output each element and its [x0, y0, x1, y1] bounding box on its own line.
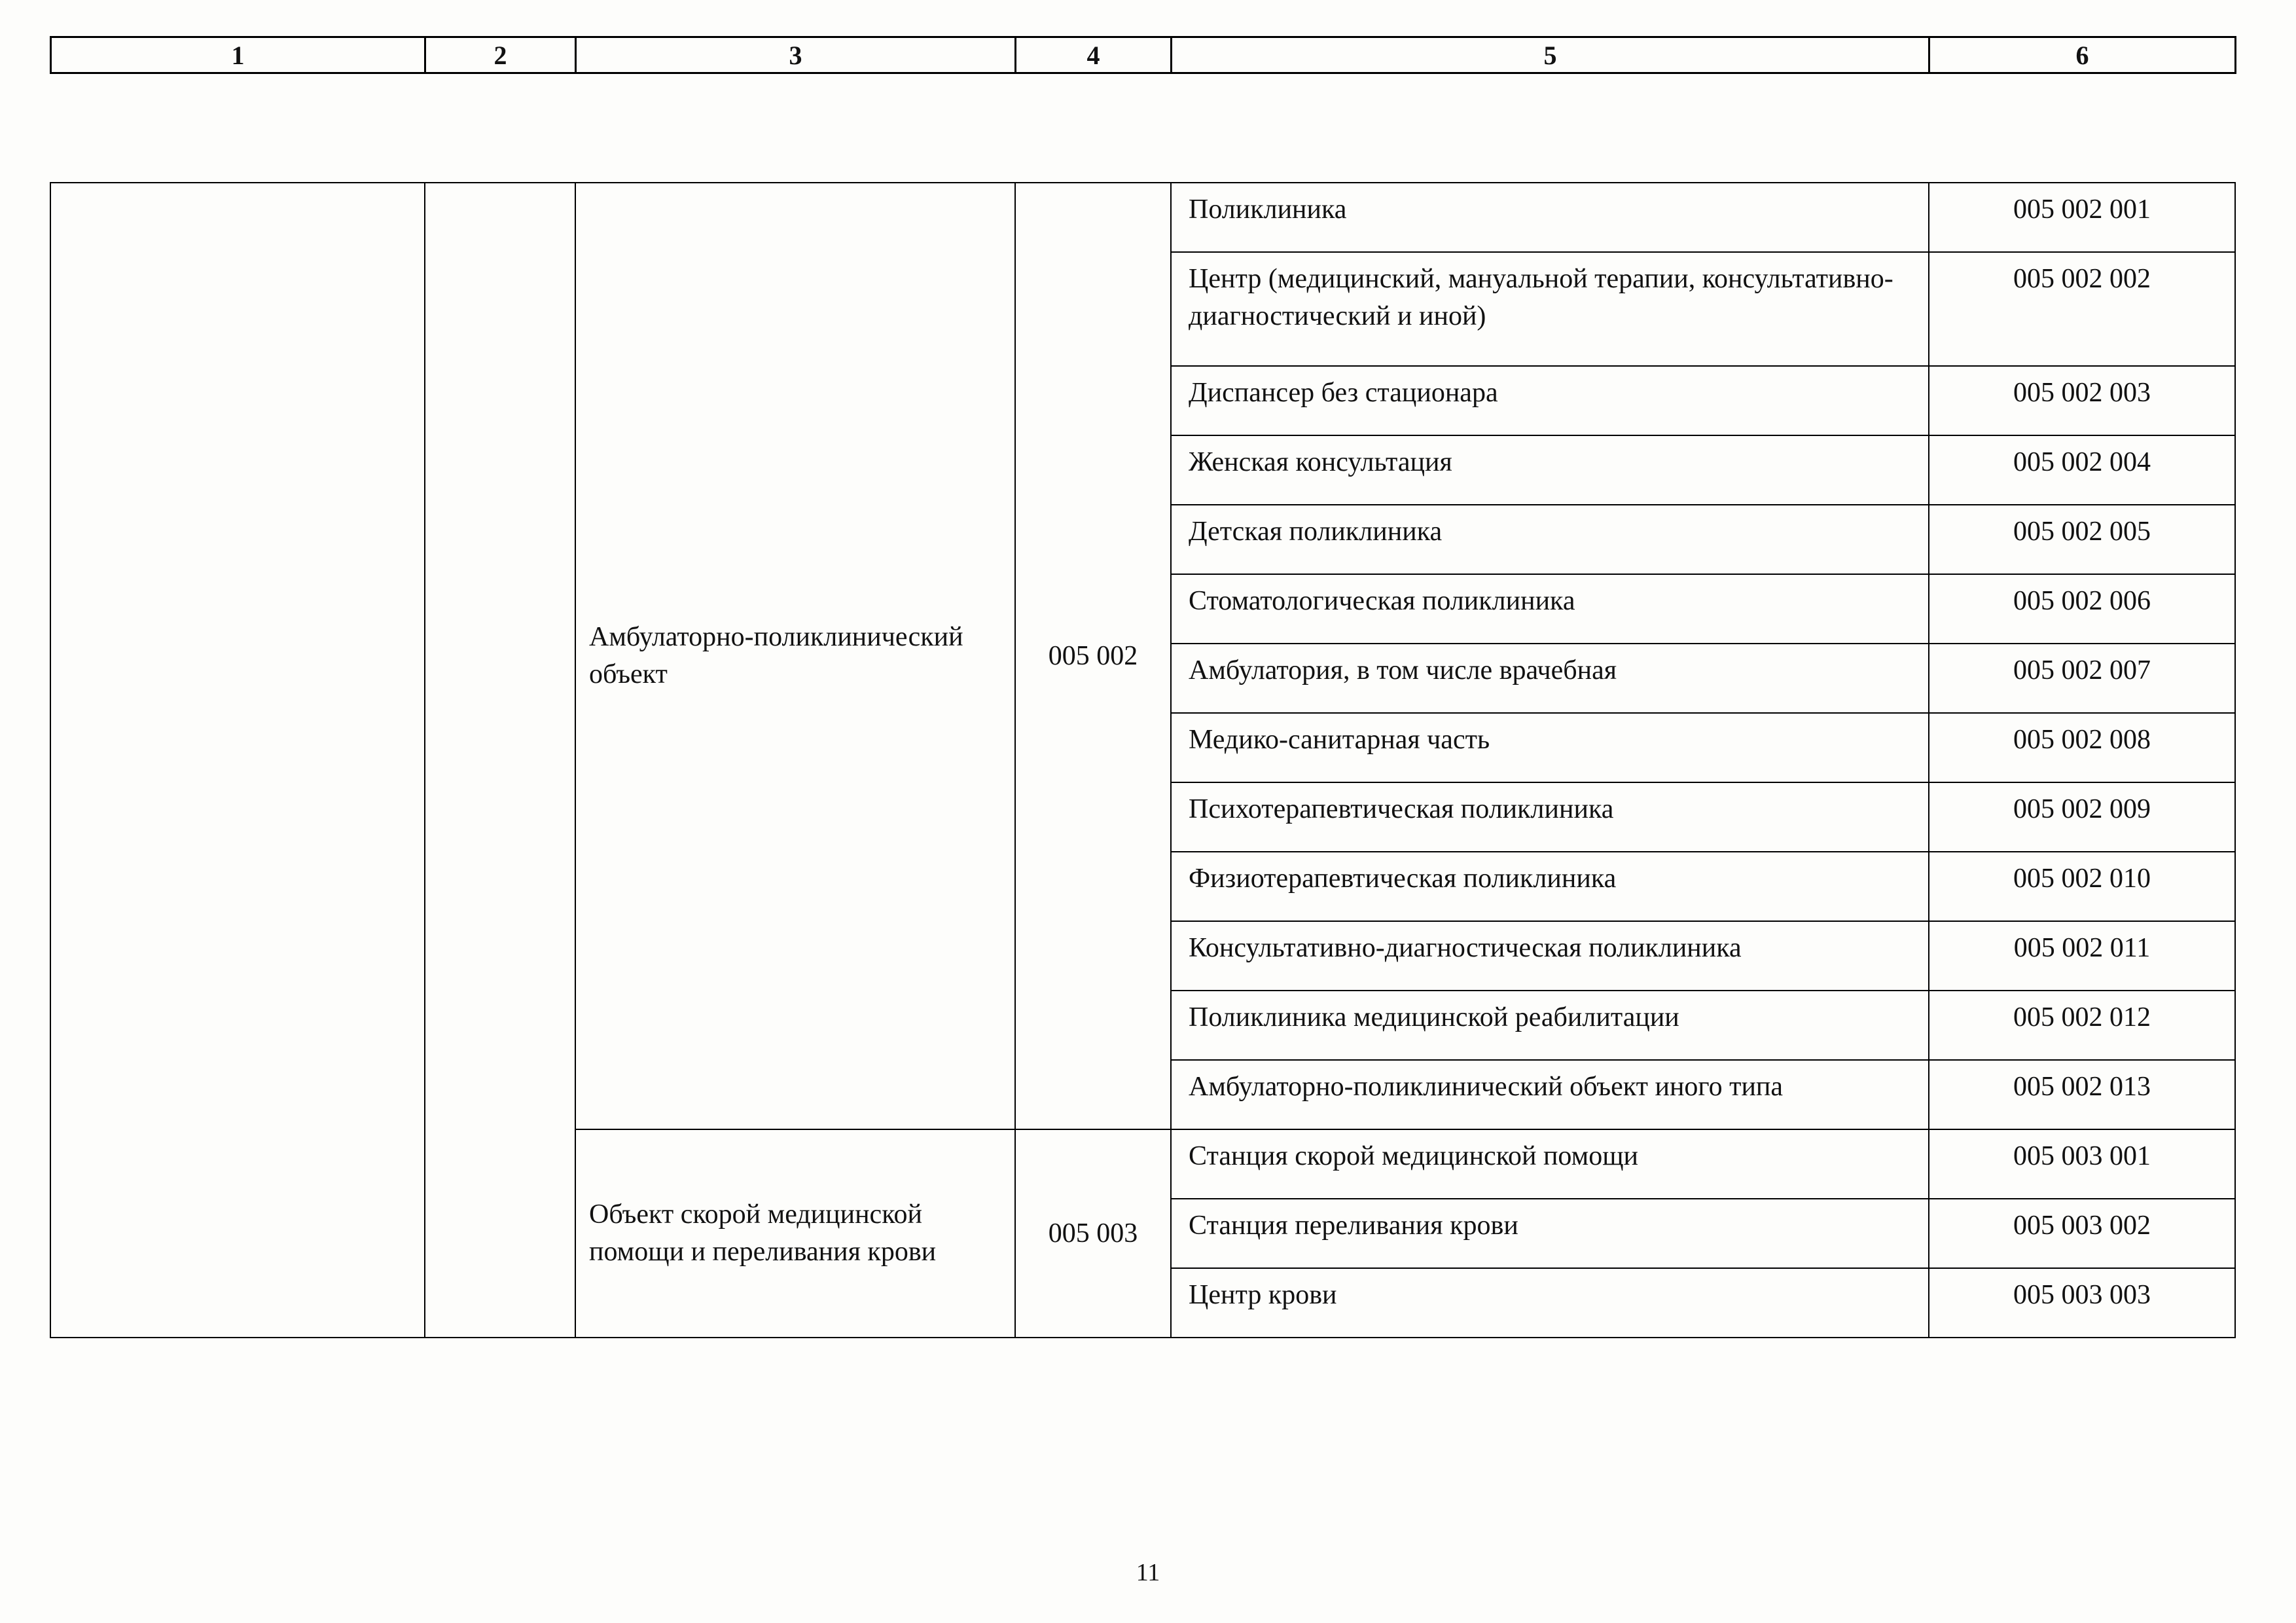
row-name-cell: Медико-санитарная часть — [1171, 713, 1929, 782]
column-number-6: 6 — [1929, 37, 2236, 73]
row-code-cell: 005 003 003 — [1929, 1268, 2235, 1338]
row-name-cell: Амбулаторно-поликлинический объект иного типа — [1171, 1060, 1929, 1129]
column-number-1: 1 — [51, 37, 425, 73]
column-header-row — [51, 37, 2236, 73]
row-name-cell: Амбулатория, в том числе врачебная — [1171, 644, 1929, 713]
classification-table — [50, 182, 2236, 1338]
column-header-strip — [50, 36, 2236, 74]
column-number-2: 2 — [425, 37, 576, 73]
row-name-cell: Поликлиника медицинской реабилитации — [1171, 991, 1929, 1060]
page-number: 11 — [1136, 1559, 1160, 1586]
row-code-cell: 005 002 003 — [1929, 366, 2235, 435]
row-name-cell: Центр крови — [1171, 1268, 1929, 1338]
column-number-5: 5 — [1172, 37, 1929, 73]
row-name-cell: Консультативно-диагностическая поликлиника — [1171, 921, 1929, 991]
group-code-cell-005-003: 005 003 — [1015, 1129, 1171, 1338]
row-code-cell: 005 002 004 — [1929, 435, 2235, 505]
row-code-cell: 005 003 001 — [1929, 1129, 2235, 1199]
table-row — [50, 183, 2235, 252]
row-name-cell: Станция переливания крови — [1171, 1199, 1929, 1268]
row-name-cell: Физиотерапевтическая поликлиника — [1171, 852, 1929, 921]
row-name-cell: Стоматологическая поликлиника — [1171, 574, 1929, 644]
row-code-cell: 005 002 001 — [1929, 183, 2235, 252]
group-code-cell-005-002: 005 002 — [1015, 183, 1171, 1129]
row-code-cell: 005 002 007 — [1929, 644, 2235, 713]
row-name-cell: Психотерапевтическая поликлиника — [1171, 782, 1929, 852]
row-code-cell: 005 003 002 — [1929, 1199, 2235, 1268]
row-name-cell: Женская консультация — [1171, 435, 1929, 505]
row-name-cell: Диспансер без стационара — [1171, 366, 1929, 435]
col2-empty-cell — [425, 183, 575, 1338]
category-cell-outpatient: Амбулаторно-поликлинический объект — [575, 183, 1015, 1129]
row-code-cell: 005 002 013 — [1929, 1060, 2235, 1129]
col1-empty-cell — [50, 183, 425, 1338]
row-code-cell: 005 002 012 — [1929, 991, 2235, 1060]
column-number-4: 4 — [1016, 37, 1172, 73]
row-code-cell: 005 002 005 — [1929, 505, 2235, 574]
row-name-cell: Детская поликлиника — [1171, 505, 1929, 574]
row-code-cell: 005 002 006 — [1929, 574, 2235, 644]
row-code-cell: 005 002 002 — [1929, 252, 2235, 366]
column-number-3: 3 — [576, 37, 1016, 73]
row-name-cell: Поликлиника — [1171, 183, 1929, 252]
row-code-cell: 005 002 011 — [1929, 921, 2235, 991]
category-cell-ambulance: Объект скорой медицинской помощи и переливания крови — [575, 1129, 1015, 1338]
row-name-cell: Станция скорой медицинской помощи — [1171, 1129, 1929, 1199]
row-name-cell: Центр (медицинский, мануальной терапии, консультативно-диагностический и иной) — [1171, 252, 1929, 366]
row-code-cell: 005 002 010 — [1929, 852, 2235, 921]
row-code-cell: 005 002 009 — [1929, 782, 2235, 852]
row-code-cell: 005 002 008 — [1929, 713, 2235, 782]
